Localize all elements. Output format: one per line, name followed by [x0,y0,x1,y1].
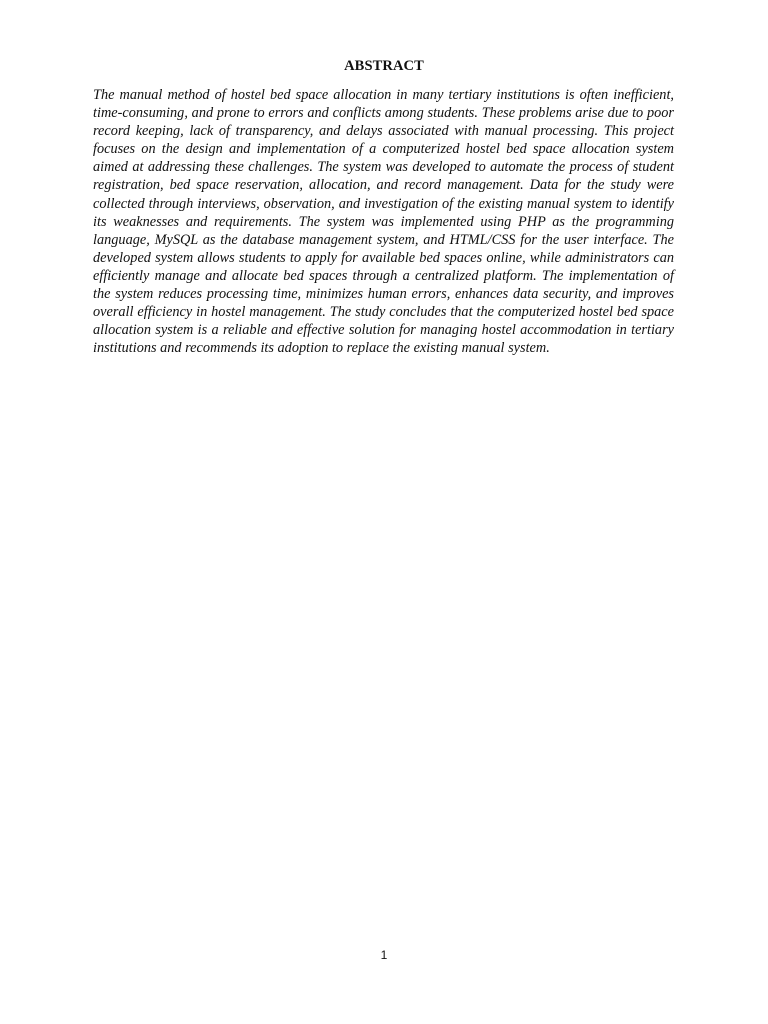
abstract-heading: ABSTRACT [344,58,424,74]
abstract-text: The manual method of hostel bed space allocation in many tertiary institutions is often inefficient, time-consuming, and prone to errors and conflicts among students. These problems arise due to poor record keeping, lack of transparency, and delays associated with manual processing. This project focuses on the design and implementation of a computerized hostel bed space allocation system aimed at addressing these challenges. The system was developed to automate the process of student registration, bed space reservation, allocation, and record management. Data for the study were collected through interviews, observation, and investigation of the existing manual system to identify its weaknesses and requirements. The system was implemented using PHP as the programming language, MySQL as the database management system, and HTML/CSS for the user interface. The developed system allows students to apply for available bed spaces online, while administrators can efficiently manage and allocate bed spaces through a centralized platform. The implementation of the system reduces processing time, minimizes human errors, enhances data security, and improves overall efficiency in hostel management. The study concludes that the computerized hostel bed space allocation system is a reliable and effective solution for managing hostel accommodation in tertiary institutions and recommends its adoption to replace the existing manual system. [93,87,674,357]
page-number: 1 [380,948,388,962]
